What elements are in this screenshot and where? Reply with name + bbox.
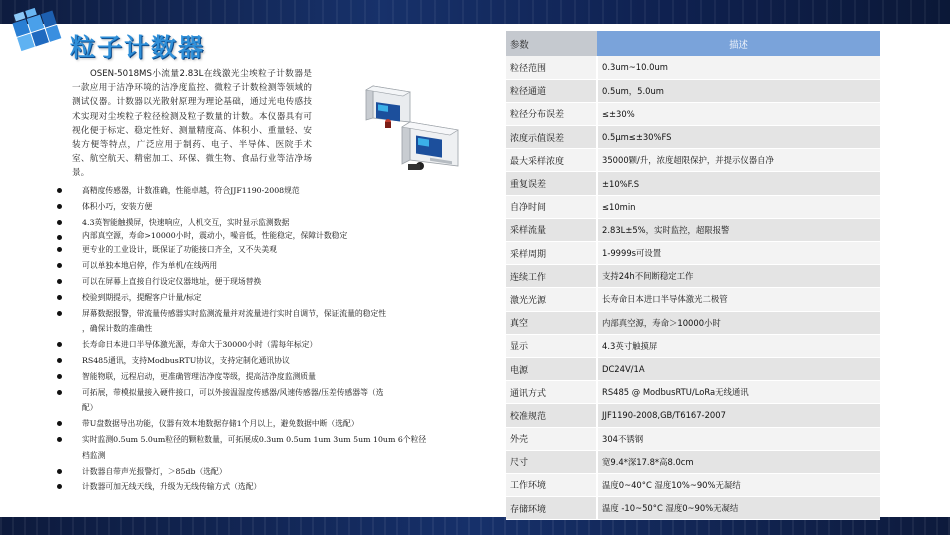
spec-param: 外壳 (506, 427, 597, 450)
spec-param: 校准规范 (506, 404, 597, 427)
feature-item: 计数器自带声光报警灯，＞85db（选配） (55, 464, 475, 480)
spec-param: 重复误差 (506, 172, 597, 195)
spec-value: 温度 -10~50°C 湿度0~90%无凝结 (597, 497, 880, 520)
spec-value: 4.3英寸触摸屏 (597, 334, 880, 357)
bullet-icon (57, 421, 62, 426)
feature-item: 内部真空源，寿命>10000小时，震动小，噪音低，性能稳定，保障计数稳定 (55, 230, 475, 242)
feature-item: 屏幕数据报警，带流量传感器实时监测流量并对流量进行实时自调节，保证流量的稳定性 (55, 306, 475, 322)
feature-item: 可以单独本地启停，作为单机/在线两用 (55, 258, 475, 274)
spec-table-header-row (506, 31, 880, 56)
bullet-icon (57, 235, 62, 240)
spec-row (506, 334, 880, 357)
spec-param: 采样流量 (506, 218, 597, 241)
spec-param: 采样周期 (506, 242, 597, 265)
spec-param: 粒径分布误差 (506, 102, 597, 125)
bullet-icon (57, 358, 62, 363)
spec-param: 尺寸 (506, 450, 597, 473)
spec-value: 35000颗/升，浓度超限保护，并提示仪器自净 (597, 149, 880, 172)
spec-value: 0.3um~10.0um (597, 56, 880, 79)
spec-row (506, 427, 880, 450)
feature-item: 校验到期提示，提醒客户计量/标定 (55, 290, 475, 306)
spec-param: 最大采样浓度 (506, 149, 597, 172)
spec-param: 存储环境 (506, 497, 597, 520)
feature-item: 可以在屏幕上直接自行设定仪器地址，便于现场替换 (55, 274, 475, 290)
spec-value: 温度0~40°C 湿度10%~90%无凝结 (597, 473, 880, 496)
spec-param: 自净时间 (506, 195, 597, 218)
spec-value: 宽9.4*深17.8*高8.0cm (597, 450, 880, 473)
spec-row (506, 265, 880, 288)
header-desc: 描述 (597, 31, 880, 56)
feature-item: 高精度传感器，计数准确，性能卓越，符合JJF1190-2008规范 (55, 183, 475, 199)
spec-row (506, 497, 880, 520)
spec-row (506, 149, 880, 172)
spec-value: RS485 @ ModbusRTU/LoRa无线通讯 (597, 381, 880, 404)
spec-value: 内部真空源，寿命＞10000小时 (597, 311, 880, 334)
feature-item-continuation: ，确保计数的准确性 (82, 324, 153, 334)
spec-param: 激光光源 (506, 288, 597, 311)
spec-value: DC24V/1A (597, 357, 880, 380)
feature-item-continuation: 档监测 (82, 450, 106, 460)
bullet-icon (57, 220, 62, 225)
bullet-icon (57, 204, 62, 209)
spec-row (506, 102, 880, 125)
spec-value: ±10%F.S (597, 172, 880, 195)
spec-row (506, 450, 880, 473)
spec-param: 粒径通道 (506, 79, 597, 102)
spec-param: 浓度示值误差 (506, 126, 597, 149)
spec-row (506, 56, 880, 79)
bullet-icon (57, 469, 62, 474)
feature-item: 计数器可加无线天线，升级为无线传输方式（选配） (55, 479, 475, 495)
spec-table (506, 31, 880, 520)
spec-param: 显示 (506, 334, 597, 357)
feature-item: 长寿命日本进口半导体激光源，寿命大于30000小时（需每年标定） (55, 337, 475, 353)
page-title: 粒子计数器 (70, 33, 206, 62)
header-param: 参数 (506, 31, 597, 56)
spec-value: 304不锈钢 (597, 427, 880, 450)
feature-item: 体积小巧，安装方便 (55, 199, 475, 215)
spec-param: 连续工作 (506, 265, 597, 288)
feature-item: 带U盘数据导出功能，仪器有效本地数据存储1个月以上，避免数据中断（选配） (55, 416, 475, 432)
feature-item: 实时监测0.5um 5.0um粒径的颗粒数量，可拓展成0.3um 0.5um 1um 3um 5um 10um 6个粒径 (55, 432, 475, 448)
bullet-icon (57, 390, 62, 395)
spec-value: 0.5μm≤±30%FS (597, 126, 880, 149)
bullet-icon (57, 188, 62, 193)
spec-row (506, 311, 880, 334)
feature-item: 更专业的工业设计，既保证了功能接口齐全，又不失美观 (55, 242, 475, 258)
spec-value: 1-9999s可设置 (597, 242, 880, 265)
bullet-icon (57, 342, 62, 347)
spec-param: 电源 (506, 357, 597, 380)
spec-value: ≤10min (597, 195, 880, 218)
spec-param: 真空 (506, 311, 597, 334)
spec-row (506, 242, 880, 265)
spec-value: 支持24h不间断稳定工作 (597, 265, 880, 288)
spec-value: 0.5um，5.0um (597, 79, 880, 102)
spec-row (506, 473, 880, 496)
spec-value: JJF1190-2008,GB/T6167-2007 (597, 404, 880, 427)
bullet-icon (57, 263, 62, 268)
feature-item-continuation: 配） (82, 403, 98, 413)
feature-list (55, 183, 475, 495)
cube-logo-icon (10, 6, 66, 56)
spec-row (506, 195, 880, 218)
feature-item: 4.3英智能触摸屏，快速响应，人机交互，实时显示监测数据 (55, 215, 475, 231)
top-decor-band (0, 0, 950, 24)
spec-value: ≤±30% (597, 102, 880, 125)
spec-value: 2.83L±5%，实时监控，超限报警 (597, 218, 880, 241)
spec-row (506, 288, 880, 311)
spec-param: 粒径范围 (506, 56, 597, 79)
bullet-icon (57, 295, 62, 300)
spec-param: 通讯方式 (506, 381, 597, 404)
spec-row (506, 79, 880, 102)
feature-item: 智能物联，远程启动，更准确管理洁净度等级，提高洁净度监测质量 (55, 369, 475, 385)
spec-row (506, 404, 880, 427)
spec-row (506, 381, 880, 404)
feature-item: RS485通讯，支持ModbusRTU协议，支持定制化通讯协议 (55, 353, 475, 369)
feature-item: 可拓展，带模拟量接入硬件接口，可以外接温湿度传感器/风速传感器/压差传感器等（选 (55, 385, 475, 401)
spec-row (506, 172, 880, 195)
spec-row (506, 357, 880, 380)
bullet-icon (57, 374, 62, 379)
bullet-icon (57, 484, 62, 489)
bullet-icon (57, 437, 62, 442)
spec-param: 工作环境 (506, 473, 597, 496)
spec-row (506, 218, 880, 241)
spec-value: 长寿命日本进口半导体激光二极管 (597, 288, 880, 311)
bullet-icon (57, 279, 62, 284)
bullet-icon (57, 311, 62, 316)
particle-counter-device-image (318, 78, 478, 178)
spec-row (506, 126, 880, 149)
intro-paragraph: OSEN-5018MS小流量2.83L在线激光尘埃粒子计数器是一款应用于洁净环境的洁净度监控、微粒子计数检测等领域的测试仪器。计数器以光散射原理为理论基础，通过光电传感技术实现对尘埃粒子粒径检测及粒子数量的计数。本仪器具有可视化便于标定、稳定性好、测量精度高、体积小、重量轻、安装方便等特点，广泛应用于制药、电子、半导体、医院手术室、航空航天、精密加工、环保、微生物、食品行业等洁净场景。 (72, 69, 312, 179)
bullet-icon (57, 247, 62, 252)
